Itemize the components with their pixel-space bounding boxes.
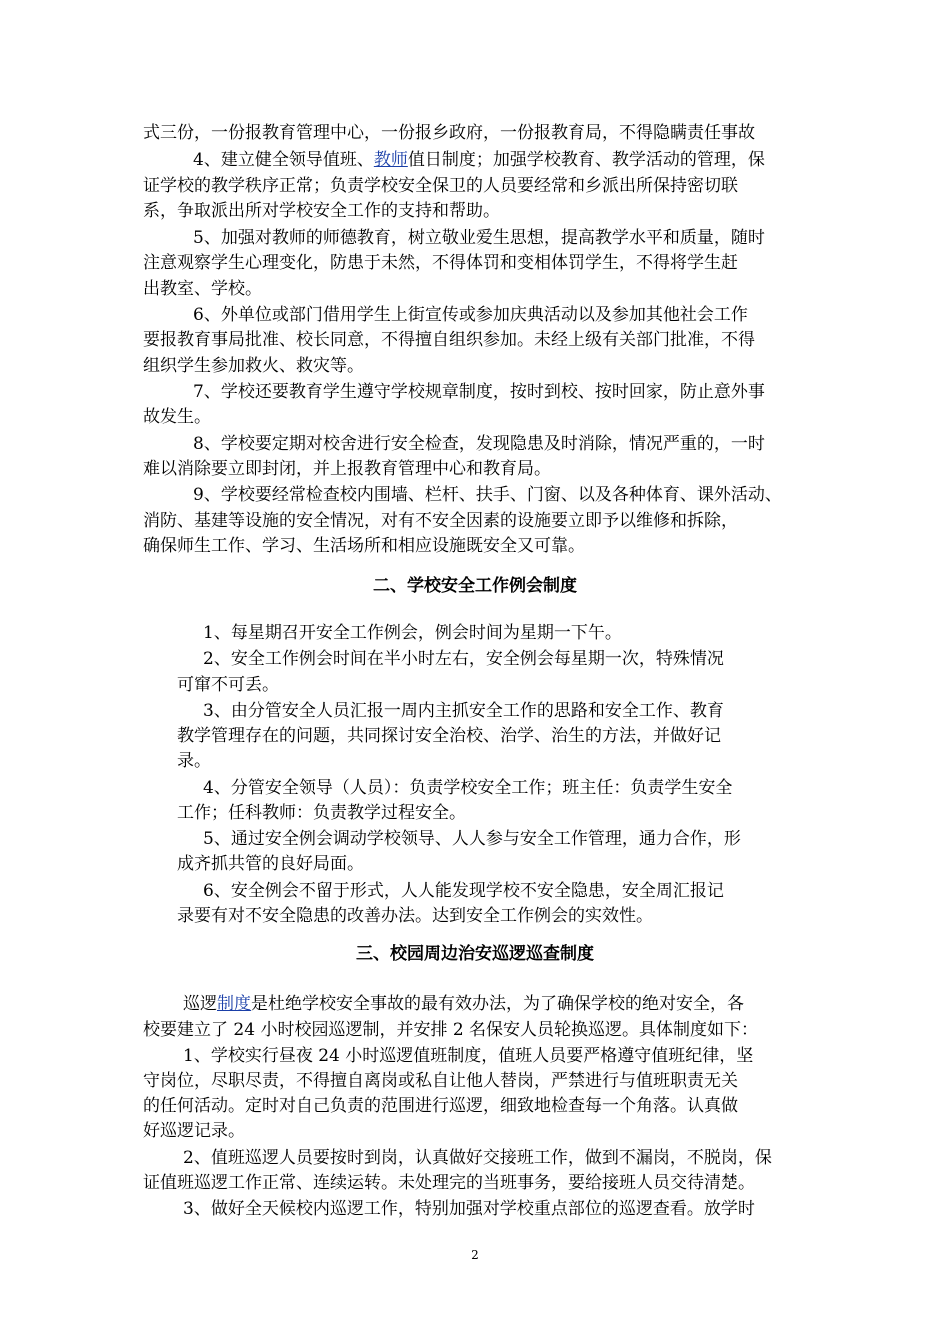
paragraph-line: 2、值班巡逻人员要按时到岗，认真做好交接班工作，做到不漏岗，不脱岗，保	[183, 1148, 772, 1168]
paragraph-line: 注意观察学生心理变化，防患于未然，不得体罚和变相体罚学生，不得将学生赶	[143, 253, 738, 273]
paragraph-line: 1、每星期召开安全工作例会，例会时间为星期一下午。	[203, 623, 622, 643]
teacher-link[interactable]: 教师	[373, 150, 408, 170]
paragraph-line: 9、学校要经常检查校内围墙、栏杆、扶手、门窗、以及各种体育、课外活动、	[193, 485, 782, 505]
section-heading: 三、校园周边治安巡逻巡查制度	[356, 944, 594, 964]
text-run: 4、建立健全领导值班、	[193, 150, 374, 170]
paragraph-line: 确保师生工作、学习、生活场所和相应设施既安全又可靠。	[143, 536, 585, 556]
paragraph-line: 录。	[177, 751, 211, 771]
text-run: 是杜绝学校安全事故的最有效办法，为了确保学校的绝对安全，各	[251, 994, 744, 1014]
paragraph-line: 录要有对不安全隐患的改善办法。达到安全工作例会的实效性。	[177, 906, 653, 926]
paragraph-line: 1、学校实行昼夜 24 小时巡逻值班制度，值班人员要严格遵守值班纪律，坚	[183, 1046, 754, 1066]
paragraph-line: 成齐抓共管的良好局面。	[177, 854, 364, 874]
paragraph-line: 8、学校要定期对校舍进行安全检查，发现隐患及时消除，情况严重的，一时	[193, 434, 765, 454]
paragraph-line: 可窜不可丢。	[177, 675, 279, 695]
paragraph-line: 证学校的教学秩序正常；负责学校安全保卫的人员要经常和乡派出所保持密切联	[143, 176, 738, 196]
paragraph-line: 要报教育事局批准、校长同意，不得擅自组织参加。未经上级有关部门批准，不得	[143, 330, 755, 350]
text-run: 巡逻	[183, 994, 217, 1014]
paragraph-line: 3、由分管安全人员汇报一周内主抓安全工作的思路和安全工作、教育	[203, 701, 724, 721]
paragraph-line: 6、安全例会不留于形式，人人能发现学校不安全隐患，安全周汇报记	[203, 881, 724, 901]
paragraph-line: 出教室、学校。	[143, 279, 262, 299]
paragraph-line: 守岗位，尽职尽责，不得擅自离岗或私自让他人替岗，严禁进行与值班职责无关	[143, 1071, 738, 1091]
system-link[interactable]: 制度	[217, 994, 251, 1014]
paragraph-line: 的任何活动。定时对自己负责的范围进行巡逻，细致地检查每一个角落。认真做	[143, 1096, 738, 1116]
paragraph-line: 故发生。	[143, 407, 211, 427]
paragraph-line: 证值班巡逻工作正常、连续运转。未处理完的当班事务，要给接班人员交待清楚。	[143, 1173, 755, 1193]
paragraph-line: 5、加强对教师的师德教育，树立敬业爱生思想，提高教学水平和质量，随时	[193, 228, 765, 248]
paragraph-line: 好巡逻记录。	[143, 1121, 245, 1141]
paragraph-line: 组织学生参加救火、救灾等。	[143, 356, 364, 376]
paragraph-line: 4、分管安全领导（人员）：负责学校安全工作；班主任：负责学生安全	[203, 778, 733, 798]
paragraph-line: 5、通过安全例会调动学校领导、人人参与安全工作管理，通力合作，形	[203, 829, 741, 849]
paragraph-line: 6、外单位或部门借用学生上街宣传或参加庆典活动以及参加其他社会工作	[193, 305, 748, 325]
section-heading: 二、学校安全工作例会制度	[373, 576, 577, 596]
page-number: 2	[471, 1248, 479, 1262]
text-run: 值日制度；加强学校教育、教学活动的管理，保	[407, 150, 765, 170]
paragraph-line	[183, 992, 744, 1016]
paragraph-line: 3、做好全天候校内巡逻工作，特别加强对学校重点部位的巡逻查看。放学时	[183, 1199, 755, 1219]
paragraph-line: 难以消除要立即封闭，并上报教育管理中心和教育局。	[143, 459, 551, 479]
paragraph-line: 7、学校还要教育学生遵守学校规章制度，按时到校、按时回家，防止意外事	[193, 382, 765, 402]
paragraph-line: 2、安全工作例会时间在半小时左右，安全例会每星期一次，特殊情况	[203, 649, 724, 669]
paragraph-line: 式三份，一份报教育管理中心，一份报乡政府，一份报教育局，不得隐瞒责任事故	[143, 123, 755, 143]
paragraph-line	[193, 148, 765, 172]
paragraph-line: 教学管理存在的问题，共同探讨安全治校、治学、治生的方法，并做好记	[177, 726, 721, 746]
paragraph-line: 工作；任科教师：负责教学过程安全。	[177, 803, 466, 823]
paragraph-line: 消防、基建等设施的安全情况，对有不安全因素的设施要立即予以维修和拆除，	[143, 511, 738, 531]
paragraph-line: 校要建立了 24 小时校园巡逻制，并安排 2 名保安人员轮换巡逻。具体制度如下：	[143, 1020, 759, 1040]
paragraph-line: 系，争取派出所对学校安全工作的支持和帮助。	[143, 201, 500, 221]
